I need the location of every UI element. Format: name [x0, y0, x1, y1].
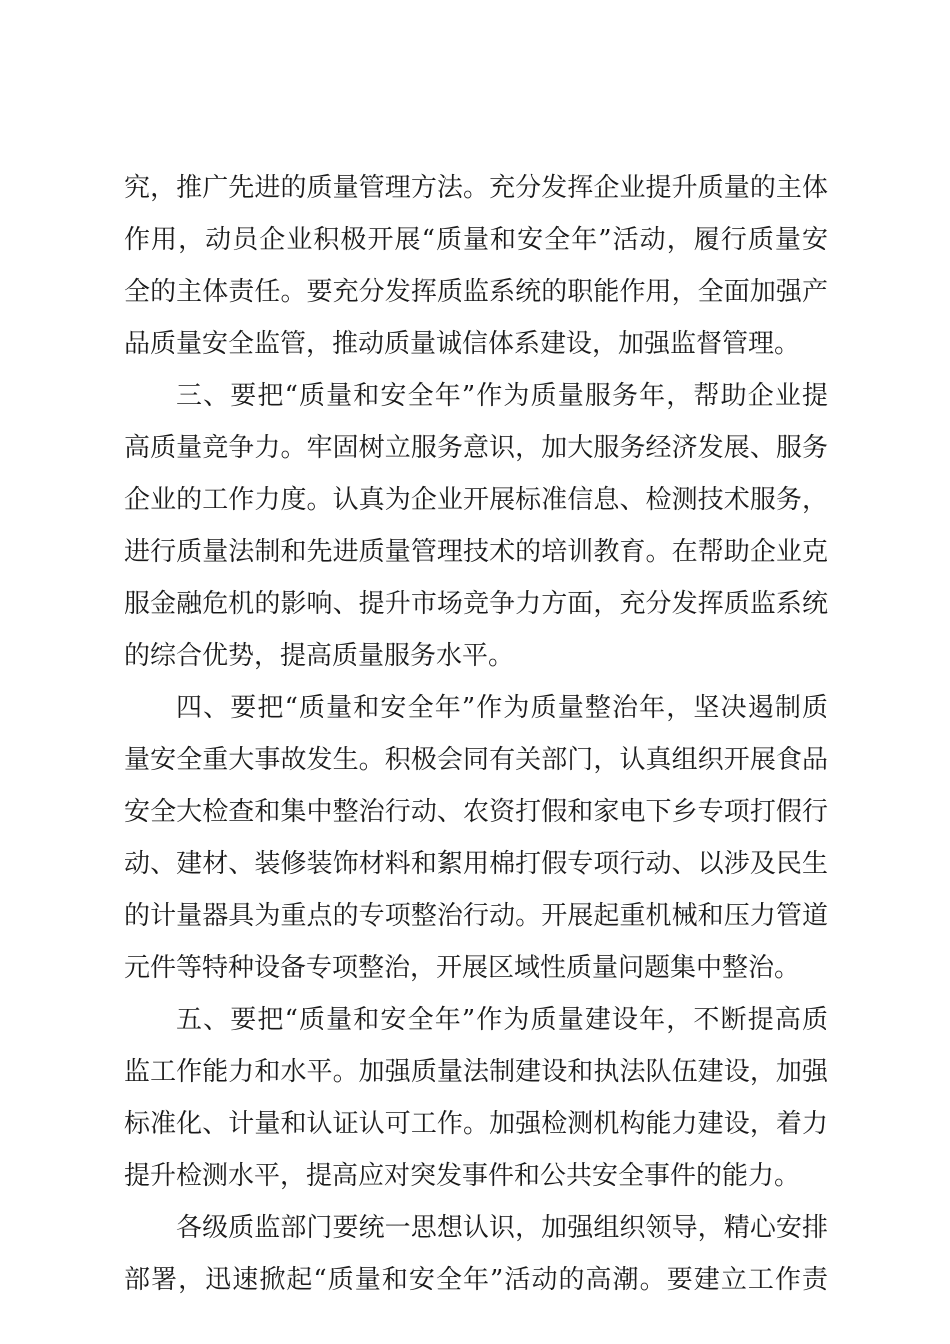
- paragraph-line: 安全大检查和集中整治行动、农资打假和家电下乡专项打假行: [124, 797, 828, 827]
- paragraph-line: 高质量竞争力。牢固树立服务意识，加大服务经济发展、服务: [124, 433, 828, 463]
- paragraph-line: 的综合优势，提高质量服务水平。: [124, 641, 515, 671]
- paragraph-line: 动、建材、装修装饰材料和絮用棉打假专项行动、以涉及民生: [124, 849, 828, 879]
- paragraph-line: 标准化、计量和认证认可工作。加强检测机构能力建设，着力: [124, 1109, 828, 1139]
- paragraph-line: 元件等特种设备专项整治，开展区域性质量问题集中整治。: [124, 953, 801, 983]
- paragraph-line: 四、要把“质量和安全年”作为质量整治年，坚决遏制质: [176, 693, 828, 723]
- paragraph-line: 企业的工作力度。认真为企业开展标准信息、检测技术服务，: [124, 485, 828, 515]
- paragraph-line: 品质量安全监管，推动质量诚信体系建设，加强监督管理。: [124, 329, 801, 359]
- paragraph-line: 各级质监部门要统一思想认识，加强组织领导，精心安排: [176, 1213, 828, 1243]
- paragraph-line: 服金融危机的影响、提升市场竞争力方面，充分发挥质监系统: [124, 589, 828, 619]
- paragraph-line: 量安全重大事故发生。积极会同有关部门，认真组织开展食品: [124, 745, 828, 775]
- paragraph-line: 提升检测水平，提高应对突发事件和公共安全事件的能力。: [124, 1161, 801, 1191]
- paragraph-line: 究，推广先进的质量管理方法。充分发挥企业提升质量的主体: [124, 173, 828, 203]
- paragraph-line: 进行质量法制和先进质量管理技术的培训教育。在帮助企业克: [124, 537, 828, 567]
- paragraph-line: 部署，迅速掀起“质量和安全年”活动的高潮。要建立工作责: [124, 1265, 828, 1295]
- paragraph-line: 五、要把“质量和安全年”作为质量建设年，不断提高质: [176, 1005, 828, 1035]
- paragraph-line: 全的主体责任。要充分发挥质监系统的职能作用，全面加强产: [124, 277, 828, 307]
- paragraph-line: 作用，动员企业积极开展“质量和安全年”活动，履行质量安: [124, 225, 828, 255]
- paragraph-line: 的计量器具为重点的专项整治行动。开展起重机械和压力管道: [124, 901, 828, 931]
- paragraph-line: 三、要把“质量和安全年”作为质量服务年，帮助企业提: [176, 381, 828, 411]
- paragraph-line: 监工作能力和水平。加强质量法制建设和执法队伍建设，加强: [124, 1057, 828, 1087]
